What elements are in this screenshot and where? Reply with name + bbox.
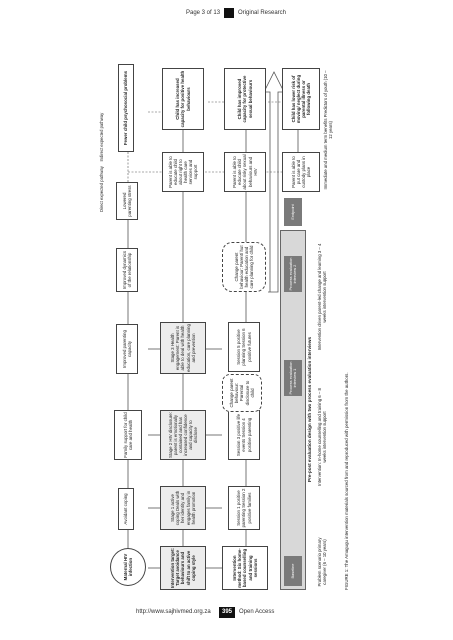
outcomes-caption: Immediate and medium term benefits Predictors of youth (10 – 12 years) <box>323 70 333 190</box>
logic-model-figure <box>98 52 360 592</box>
parenting-capacity-box: Improved parenting capacity <box>116 324 138 374</box>
section-label: Original Research <box>238 10 287 16</box>
endpoint-marker: Endpoint <box>284 198 302 226</box>
legend-indirect: Indirect expected pathway <box>99 112 104 162</box>
parent-sexual-education-box: Parent is able to educate child about risky sexual behaviours and HIV <box>224 152 266 192</box>
child-health-capacity-box: Child has increased capacity for positive health behaviours <box>162 68 204 130</box>
process-interview-1-marker: Process evaluation interview 1 <box>284 360 302 396</box>
stage2-box: Stage 2 HIV disclosure: parent is emotionally contained and has increased confidence and capacity to disclose <box>160 410 206 460</box>
page-footer <box>0 606 453 622</box>
page-number: 395 <box>219 607 235 618</box>
disclosure-change-box: Change parent behaviour: Parental disclosure to child <box>222 374 262 412</box>
sessions-3-4-box: Session 3 positive life events Session 4 positive parenting <box>228 410 260 460</box>
page-header <box>0 6 453 22</box>
open-access-label: Open Access <box>239 609 275 615</box>
problem-caption: Problem scenario primary caregiver (6 – 10 years) <box>317 537 327 587</box>
family-support-box: Family support for child care and health <box>114 410 142 460</box>
fewer-problems-box: Fewer child psychosocial problems <box>118 64 134 152</box>
figure-caption: FIGURE 1: The Amagugu intervention materials sourced from and reproduced with permission from the authors. <box>344 372 349 590</box>
intervention-caption: Intervention: In-home counselling and training 6 – 8 weeks intervention support <box>317 388 327 486</box>
relationship-box: Improved dynamics of the relationship <box>116 248 138 292</box>
maternal-hiv-node: Maternal HIV infection <box>110 548 146 586</box>
stage3-box: Stage 3 Health engagement: Parent is able to deal with health education, care planning and prevention <box>160 322 206 374</box>
baseline-marker: Baseline <box>284 556 302 586</box>
child-sexual-capacity-box: Child has improved capacity for protective sexual behaviours <box>224 68 266 130</box>
legend-direct: Direct expected pathway <box>99 166 104 212</box>
parent-change-caption: Intervention driven parent-led change and learning 3 – 4 weeks intervention support <box>317 243 327 351</box>
parent-health-box: Parent is able to educate child about right to health care services and support <box>162 152 204 192</box>
child-lower-risk-box: Child has lower risk of moving/ neglect during parental illness or following death <box>282 68 320 130</box>
journal-url[interactable]: http://www.sajhivmed.org.za <box>136 609 211 615</box>
intervention-target-box: Intervention target: Target avoidance behaviours and shift to an active coping style <box>160 546 206 590</box>
sessions-1-2-box: Session 1 positive parenting Session 2 positive families <box>228 486 260 530</box>
process-interview-2-marker: Process evaluation interview 2 <box>284 256 302 292</box>
avoidant-coping-box: Avoidant coping <box>118 488 134 530</box>
evaluation-band-label: Pre-post evaluation design with two process evaluation interviews <box>307 337 312 482</box>
legend <box>100 113 105 212</box>
lowered-stress-box: Lowered parenting stress <box>116 182 138 220</box>
care-plan-box: Parent is able to put care and custody plans in place <box>282 152 320 192</box>
sessions-5-6-box: Session 5 positive planning Session 6 positive futures <box>228 322 260 372</box>
header-separator-block <box>224 8 234 18</box>
stage1-box: Stage 1 active coping Deals with her identity and engages family in health promotion <box>160 486 206 530</box>
parent-behaviour-change-box: Change parent behaviour: Parent/ hut health education and care planning for child <box>222 242 266 292</box>
intervention-method-box: Intervention method: Six home-based counselling and training sessions <box>222 546 268 590</box>
page-label: Page 3 of 13 <box>186 10 221 16</box>
